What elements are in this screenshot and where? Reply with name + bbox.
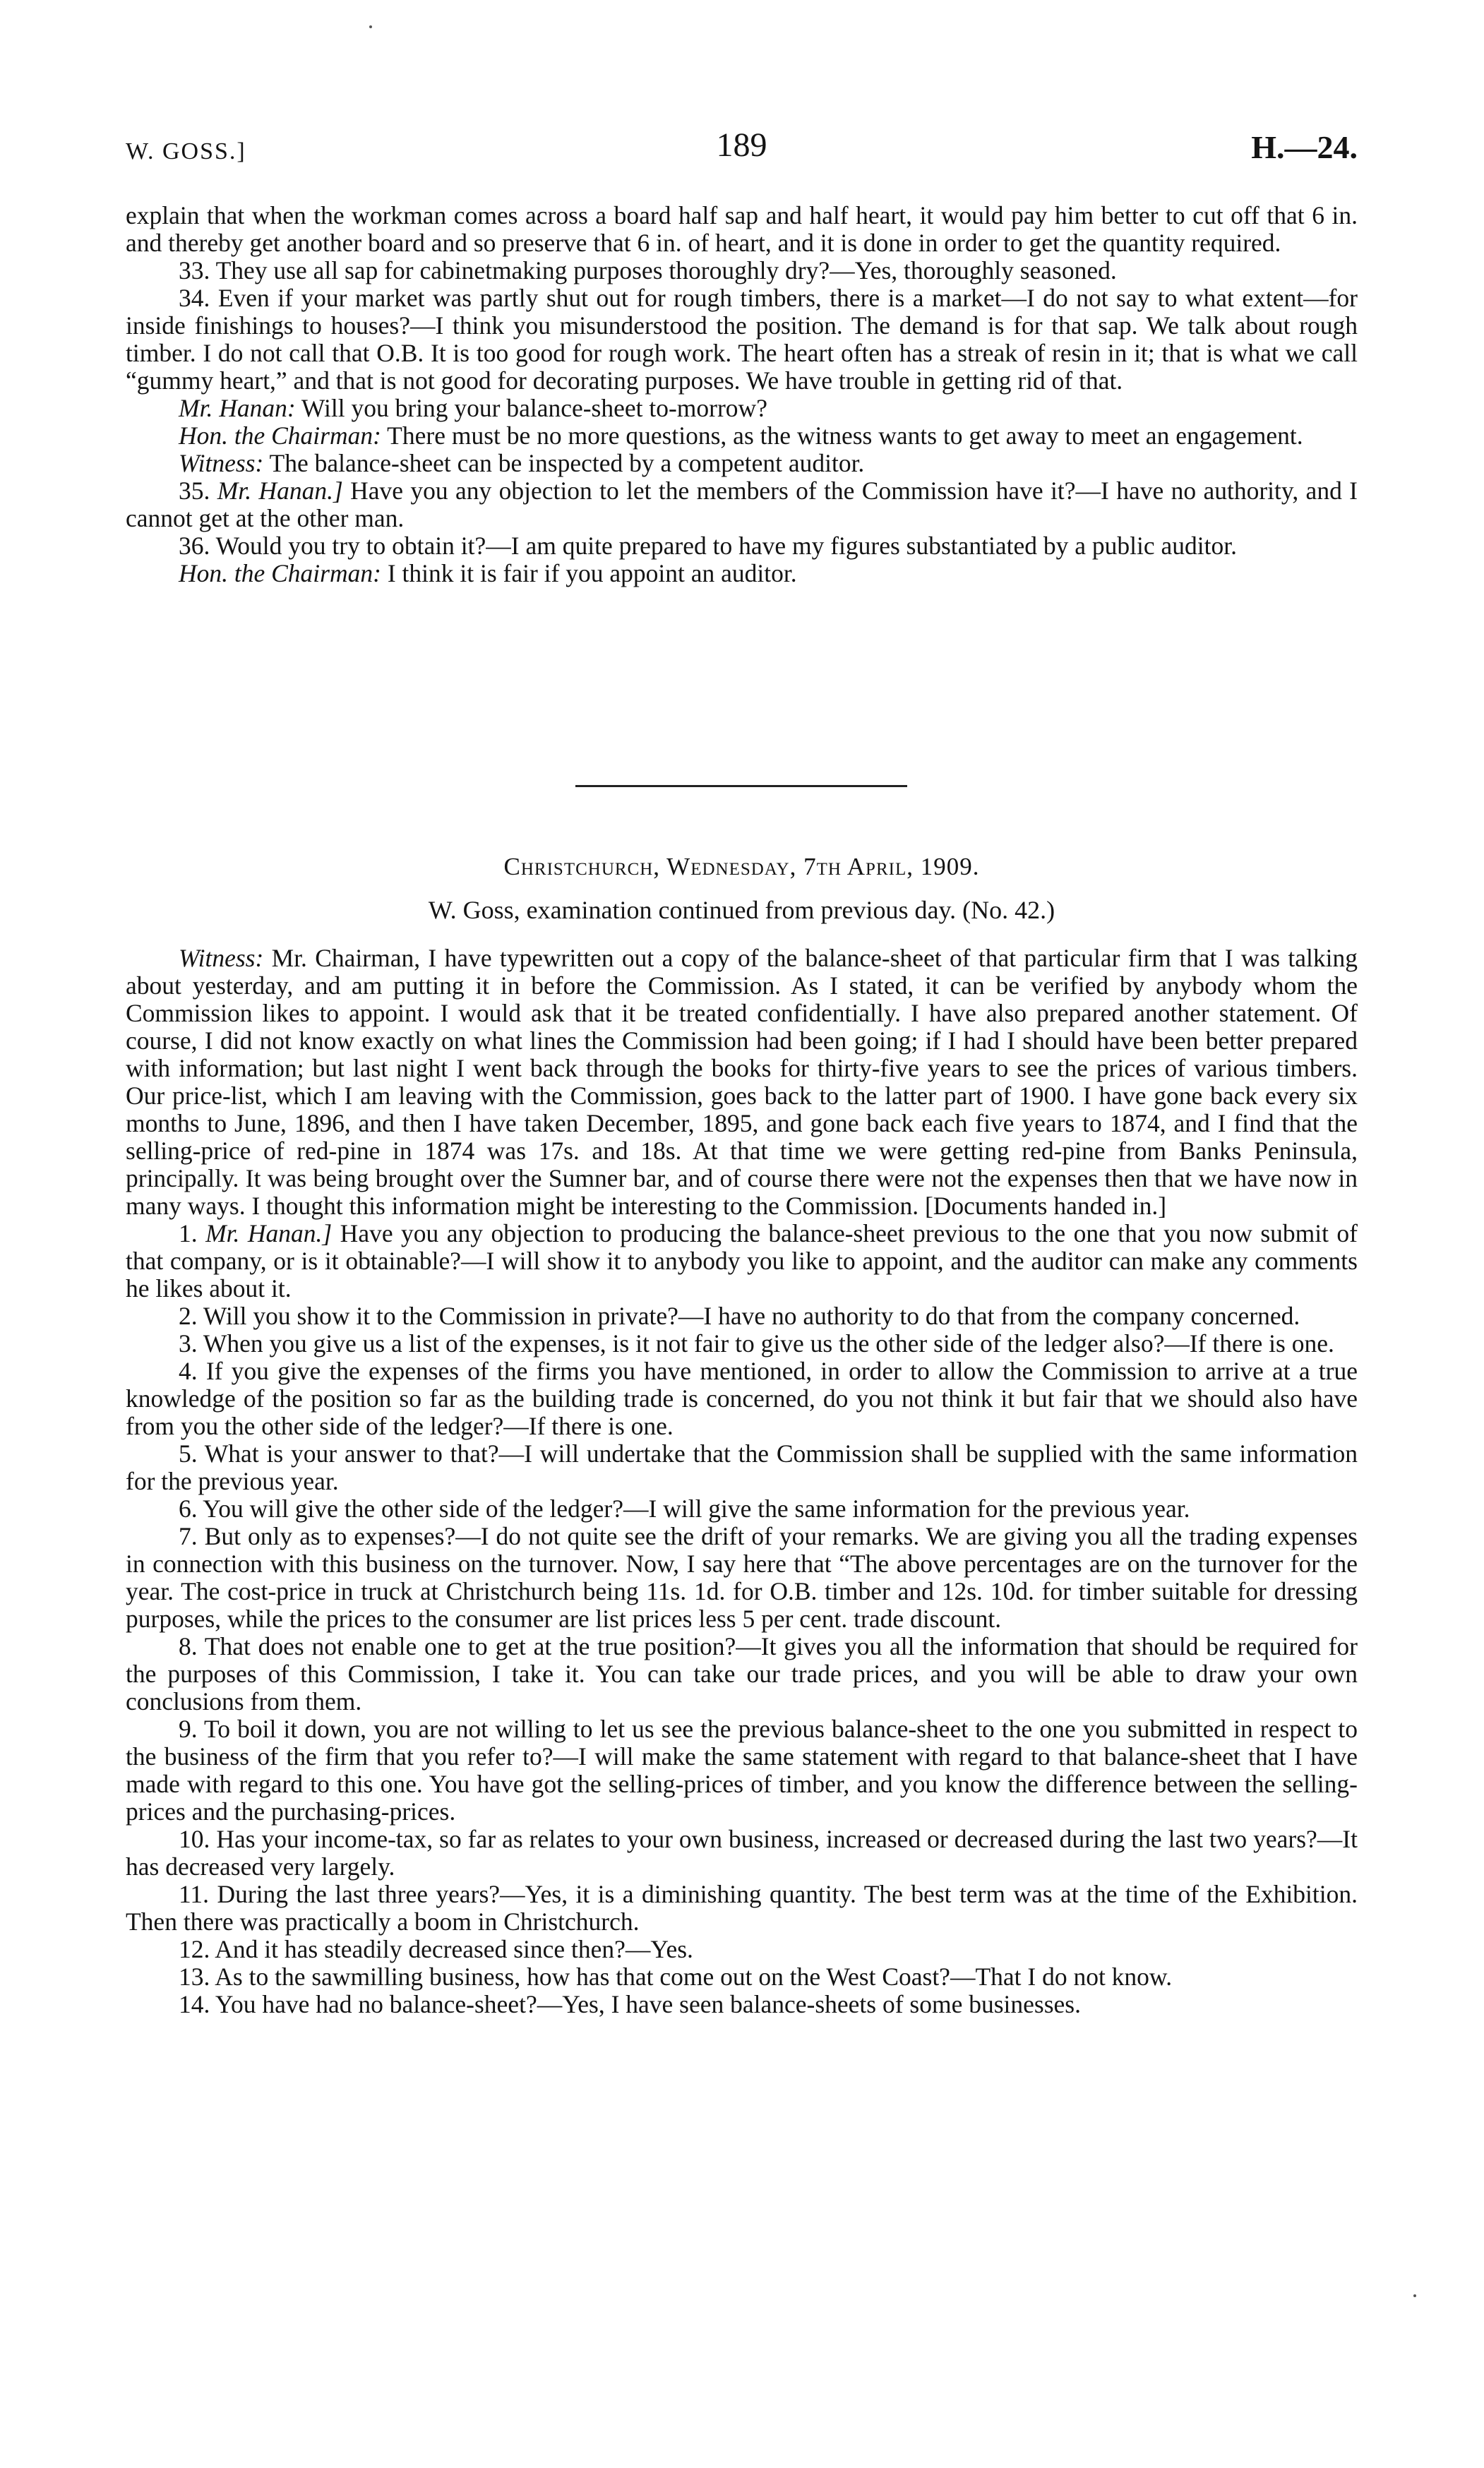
page-number: 189 — [716, 126, 767, 164]
paragraph — [126, 1826, 1358, 1881]
paragraph-text: explain that when the workman comes across a board half sap and half heart, it would pay him better to cut off that 6 in. and thereby get another board and so preserve that 6 in. of heart, and it is done in order to get the quantity required. — [126, 201, 1358, 257]
paragraph-text: 36. Would you try to obtain it?—I am quite prepared to have my figures substantiated by a public auditor. — [179, 532, 1237, 560]
speaker-label: Witness: — [179, 449, 264, 477]
paragraph — [126, 450, 1358, 477]
question-number: 35. — [179, 477, 210, 505]
paragraph — [126, 1715, 1358, 1826]
paragraph — [126, 560, 1358, 587]
paragraph-text: I think it is fair if you appoint an auditor. — [381, 559, 797, 587]
page-speck — [369, 25, 372, 28]
paragraph — [126, 1330, 1358, 1358]
question-number: 1. — [179, 1219, 198, 1247]
place-date-heading: Christchurch, Wednesday, 7th April, 1909. — [503, 853, 980, 880]
paragraph-text: 12. And it has steadily decreased since then?—Yes. — [179, 1935, 693, 1963]
paragraph-text: Have you any objection to let the members of the Commission have it?—I have no authority, and I cannot get at the other man. — [126, 477, 1358, 532]
paragraph — [126, 532, 1358, 560]
paragraph-text: 7. But only as to expenses?—I do not quite see the drift of your remarks. We are giving you all the trading expenses in connection with this business on the turnover. Now, I say here that “The above percentages are on the turnover for the year. The cost-price in truck at Christchurch being 11s. 1d. for O.B. timber and 12s. 10d. for timber suitable for dressing purposes, while the prices to the consumer are list prices less 5 per cent. trade discount. — [126, 1522, 1358, 1633]
running-head-left: W. GOSS.] — [126, 138, 246, 164]
paragraph — [126, 1302, 1358, 1330]
testimony-body — [126, 945, 1358, 2018]
paragraph-text: The balance-sheet can be inspected by a competent auditor. — [263, 449, 865, 477]
paragraph-text: 5. What is your answer to that?—I will undertake that the Commission shall be supplied with the same information for the previous year. — [126, 1439, 1358, 1495]
testimony-continued — [126, 202, 1358, 587]
paragraph-text: 9. To boil it down, you are not willing to let us see the previous balance-sheet to the one you submitted in respect to the business of the firm that you refer to?—I will make the same statement with regard to that balance-sheet that I have made with regard to this one. You have got the selling-prices of timber, and you know the difference between the selling-prices and the purchasing-prices. — [126, 1715, 1358, 1826]
section-divider — [575, 785, 907, 787]
paragraph-text: There must be no more questions, as the witness wants to get away to meet an engagement. — [381, 421, 1303, 450]
paragraph-text: 14. You have had no balance-sheet?—Yes, I have seen balance-sheets of some businesses. — [179, 1990, 1081, 2018]
paragraph-text: 34. Even if your market was partly shut out for rough timbers, there is a market—I do not say to what extent—for inside finishings to houses?—I think you misunderstood the position. The demand is for that sap. We talk about rough timber. I do not call that O.B. It is too good for rough work. The heart often has a streak of resin in it; that is what we call “gummy heart,” and that is not good for decorating purposes. We have trouble in getting rid of that. — [126, 284, 1358, 395]
paragraph-text: 4. If you give the expenses of the firms you have mentioned, in order to allow the Commission to arrive at a true knowledge of the position so far as the building trade is concerned, do you not think it but fair that we should also have from you the other side of the ledger?—If there is one. — [126, 1357, 1358, 1440]
paragraph — [126, 1495, 1358, 1523]
paragraph-text: 13. As to the sawmilling business, how has that come out on the West Coast?—That I do not know. — [179, 1963, 1173, 1991]
paragraph — [126, 1991, 1358, 2018]
paragraph — [126, 395, 1358, 422]
paragraph-text: 11. During the last three years?—Yes, it is a diminishing quantity. The best term was at the time of the Exhibition. Then there was practically a boom in Christchurch. — [126, 1880, 1358, 1936]
speaker-label: Mr. Hanan: — [179, 394, 296, 422]
paragraph — [126, 1963, 1358, 1991]
page-speck — [1413, 2294, 1416, 2297]
document-reference: H.—24. — [1251, 129, 1358, 165]
paragraph — [126, 1220, 1358, 1302]
paragraph-text: 10. Has your income-tax, so far as relates to your own business, increased or decreased during the last two years?—It has decreased very largely. — [126, 1825, 1358, 1881]
paragraph — [126, 422, 1358, 450]
speaker-label: Witness: — [179, 944, 264, 972]
paragraph-text: Will you bring your balance-sheet to-morrow? — [295, 394, 767, 422]
paragraph — [126, 1633, 1358, 1715]
paragraph — [126, 1936, 1358, 1963]
paragraph-text: 2. Will you show it to the Commission in private?—I have no authority to do that from the company concerned. — [179, 1302, 1300, 1330]
speaker-label: Mr. Hanan.] — [197, 1219, 333, 1247]
witness-heading: W. Goss, examination continued from previous day. (No. 42.) — [428, 896, 1055, 924]
paragraph-text: 6. You will give the other side of the ledger?—I will give the same information for the previous year. — [179, 1494, 1190, 1523]
paragraph-text: 33. They use all sap for cabinetmaking purposes thoroughly dry?—Yes, thoroughly seasoned. — [179, 256, 1117, 284]
paragraph-text: Mr. Chairman, I have typewritten out a copy of the balance-sheet of that particular firm that I was talking about yesterday, and am putting it in before the Commission. As I stated, it can be verified by anybody whom the Commission likes to appoint. I would ask that it be treated confidentially. I have also prepared another statement. Of course, I did not know exactly on what lines the Commission had been going; if I had I should have been better prepared with information; but last night I went back through the books for thirty-five years to see the prices of various timbers. Our price-list, which I am leaving with the Commission, goes back to the latter part of 1900. I have gone back every six months to June, 1896, and then I have taken December, 1895, and gone back each five years to 1874, and I find that the selling-price of red-pine in 1874 was 17s. and 18s. At that time we were getting red-pine from Banks Peninsula, principally. It was being brought over the Sumner bar, and of course there were not the expenses then that we have now in many ways. I thought this information might be interesting to the Commission. [Documents handed in.] — [126, 944, 1358, 1220]
paragraph-text: 8. That does not enable one to get at the true position?—It gives you all the information that should be required for the purposes of this Commission, I take it. You can take our trade prices, and you will be able to draw your own conclusions from them. — [126, 1632, 1358, 1715]
paragraph — [126, 1358, 1358, 1440]
paragraph — [126, 477, 1358, 532]
speaker-label: Hon. the Chairman: — [179, 559, 381, 587]
paragraph — [126, 945, 1358, 1220]
paragraph — [126, 1523, 1358, 1633]
paragraph — [126, 202, 1358, 257]
paragraph — [126, 1881, 1358, 1936]
paragraph — [126, 257, 1358, 284]
speaker-label: Mr. Hanan.] — [210, 477, 343, 505]
speaker-label: Hon. the Chairman: — [179, 421, 381, 450]
paragraph — [126, 1440, 1358, 1495]
paragraph-text: Have you any objection to producing the balance-sheet previous to the one that you now submit of that company, or is it obtainable?—I will show it to anybody you like to appoint, and the auditor can make any comments he likes about it. — [126, 1219, 1358, 1302]
paragraph — [126, 284, 1358, 395]
paragraph-text: 3. When you give us a list of the expenses, is it not fair to give us the other side of the ledger also?—If there is one. — [179, 1329, 1334, 1358]
page-header — [126, 126, 1358, 168]
